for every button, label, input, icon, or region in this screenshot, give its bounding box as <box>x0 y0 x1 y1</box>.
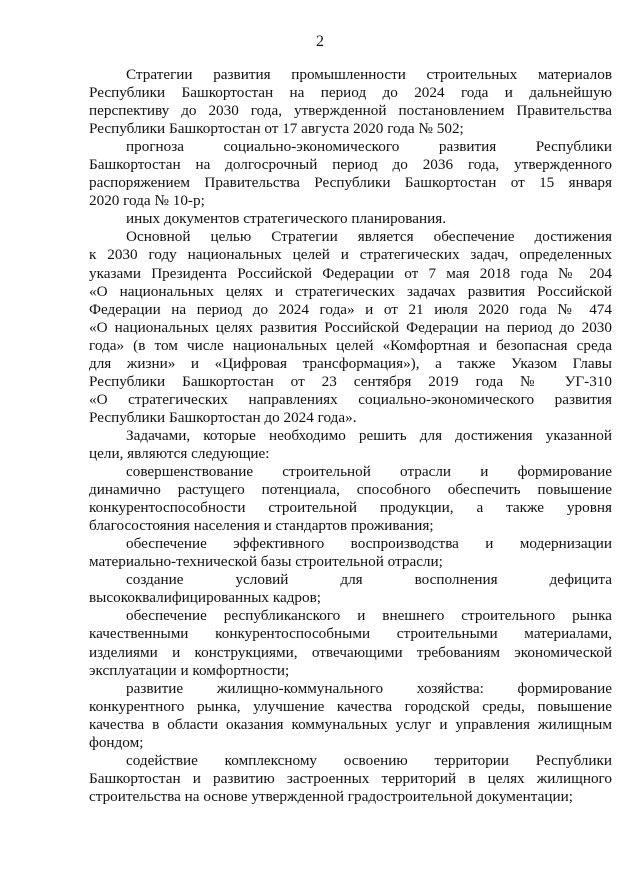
text-line: распоряжением Правительства Республики Башкортостан от 15 января <box>89 174 612 192</box>
text-line: качества в области оказания коммунальных услуг и управления жилищным <box>89 715 612 733</box>
text-line: «О национальных целях и стратегических задачах развития Российской <box>89 282 612 300</box>
text-line: цели, являются следующие: <box>89 444 270 462</box>
text-line: качественными конкурентоспособными строительными материалами, <box>89 625 612 643</box>
paragraph <box>89 427 612 463</box>
page-number: 2 <box>316 33 324 50</box>
document-body <box>89 66 612 806</box>
text-line: создание условий для восполнения дефицита <box>126 571 612 589</box>
text-line: 2020 года № 10-р; <box>89 192 205 210</box>
text-line: содействие комплексному освоению территории Республики <box>126 751 612 769</box>
text-line: изделиями и конструкциями, отвечающими требованиям экономической <box>89 643 612 661</box>
text-line: Основной целью Стратегии является обеспечение достижения <box>126 228 612 246</box>
text-line: перспективу до 2030 года, утвержденной постановлением Правительства <box>89 102 612 120</box>
text-line: Республики Башкортостан до 2024 года». <box>89 408 357 426</box>
text-line: прогноза социально-экономического развития Республики <box>126 138 612 156</box>
text-line: Башкортостан и развитию застроенных территорий в целях жилищного <box>89 769 612 787</box>
text-line: обеспечение республиканского и внешнего строительного рынка <box>126 607 612 625</box>
paragraph <box>89 571 612 607</box>
text-line: для жизни» и «Цифровая трансформация»), а также Указом Главы <box>89 354 612 372</box>
text-line: благосостояния населения и стандартов проживания; <box>89 517 434 535</box>
text-line: материально-технической базы строительной отрасли; <box>89 553 443 571</box>
paragraph <box>89 228 612 427</box>
text-line: к 2030 году национальных целей и стратегических задач, определенных <box>89 246 612 264</box>
paragraph <box>89 66 612 138</box>
text-line: динамично растущего потенциала, способного обеспечить повышение <box>89 481 612 499</box>
text-line: конкурентоспособности строительной продукции, а также уровня <box>89 499 612 517</box>
text-line: Республики Башкортостан от 23 сентября 2019 года № УГ-310 <box>89 372 612 390</box>
text-line: фондом; <box>89 733 144 751</box>
text-line: эксплуатации и комфортности; <box>89 661 290 679</box>
text-line: иных документов стратегического планирования. <box>126 210 447 228</box>
text-line: высококвалифицированных кадров; <box>89 589 322 607</box>
text-line: совершенствование строительной отрасли и формирование <box>126 463 612 481</box>
paragraph <box>89 535 612 571</box>
text-line: «О стратегических направлениях социально-экономического развития <box>89 390 612 408</box>
text-line: Стратегии развития промышленности строительных материалов <box>126 66 612 83</box>
paragraph <box>89 138 612 210</box>
text-line: развитие жилищно-коммунального хозяйства: формирование <box>126 679 612 697</box>
paragraph <box>89 463 612 535</box>
text-line: конкурентного рынка, улучшение качества городской среды, повышение <box>89 697 612 715</box>
paragraph <box>89 752 612 806</box>
text-line: Республики Башкортостан от 17 августа 2020 года № 502; <box>89 120 464 138</box>
text-line: Задачами, которые необходимо решить для достижения указанной <box>126 426 612 444</box>
text-line: Федерации на период до 2024 года» и от 21 июля 2020 года № 474 <box>89 300 612 318</box>
text-line: обеспечение эффективного воспроизводства и модернизации <box>126 535 612 553</box>
paragraph <box>89 607 612 679</box>
text-line: строительства на основе утвержденной градостроительной документации; <box>89 787 573 805</box>
text-line: Республики Башкортостан на период до 2024 года и дальнейшую <box>89 84 612 102</box>
text-line: года» (в том числе национальных целей «Комфортная и безопасная среда <box>89 336 612 354</box>
paragraph <box>89 680 612 752</box>
text-line: указами Президента Российской Федерации от 7 мая 2018 года № 204 <box>89 264 612 282</box>
paragraph <box>89 210 612 228</box>
text-line: «О национальных целях развития Российской Федерации на период до 2030 <box>89 318 612 336</box>
text-line: Башкортостан на долгосрочный период до 2036 года, утвержденного <box>89 156 612 174</box>
